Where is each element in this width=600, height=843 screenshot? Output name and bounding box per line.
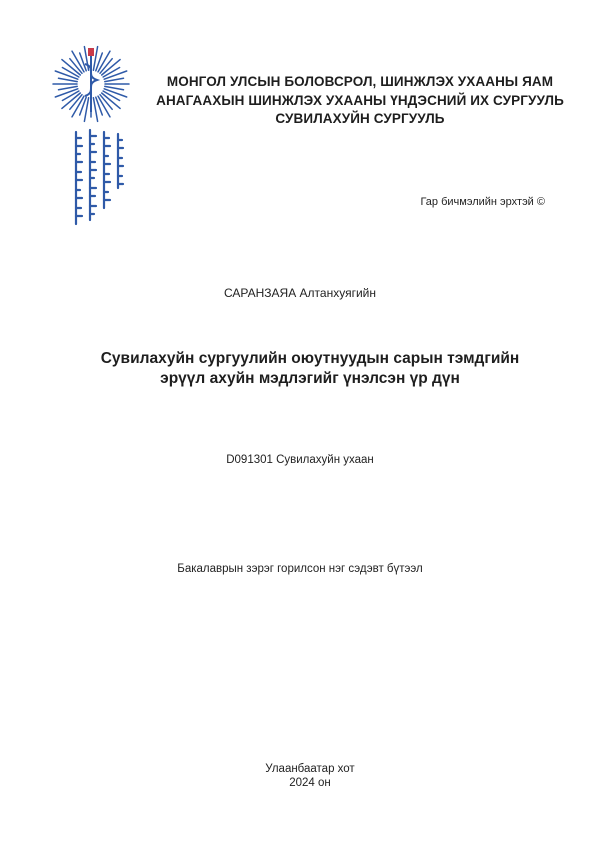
institution-header [140,73,580,129]
ministry-name: МОНГОЛ УЛСЫН БОЛОВСРОЛ, ШИНЖЛЭХ УХААНЫ ЯАМ [166,74,554,89]
school-name: СУВИЛАХУЙН СУРГУУЛЬ [275,111,445,126]
author-name: САРАНЗАЯА Алтанхуягийн [224,286,376,300]
thesis-title-line-1: Сувилахуйн сургуулийн оюутнуудын сарын тэмдгийн [100,350,520,367]
university-name: АНАГААХЫН ШИНЖЛЭХ УХААНЫ ҮНДЭСНИЙ ИХ СУРГУУЛЬ [156,92,564,108]
thesis-title [60,349,560,388]
program-code: D091301 Сувилахуйн ухаан [226,454,374,466]
year: 2024 он [289,777,331,789]
city: Улаанбаатар хот [265,763,355,775]
degree-statement: Бакалаврын зэрэг горилсон нэг сэдэвт бүтээл [177,563,423,575]
thesis-title-line-2: эрүүл ахуйн мэдлэгийг үнэлсэн үр дүн [160,369,460,387]
copyright-notice: Гар бичмэлийн эрхтэй © [420,196,545,208]
university-emblem-icon [52,42,130,124]
place-and-year [0,762,600,790]
mongolian-script-logo [68,128,126,228]
